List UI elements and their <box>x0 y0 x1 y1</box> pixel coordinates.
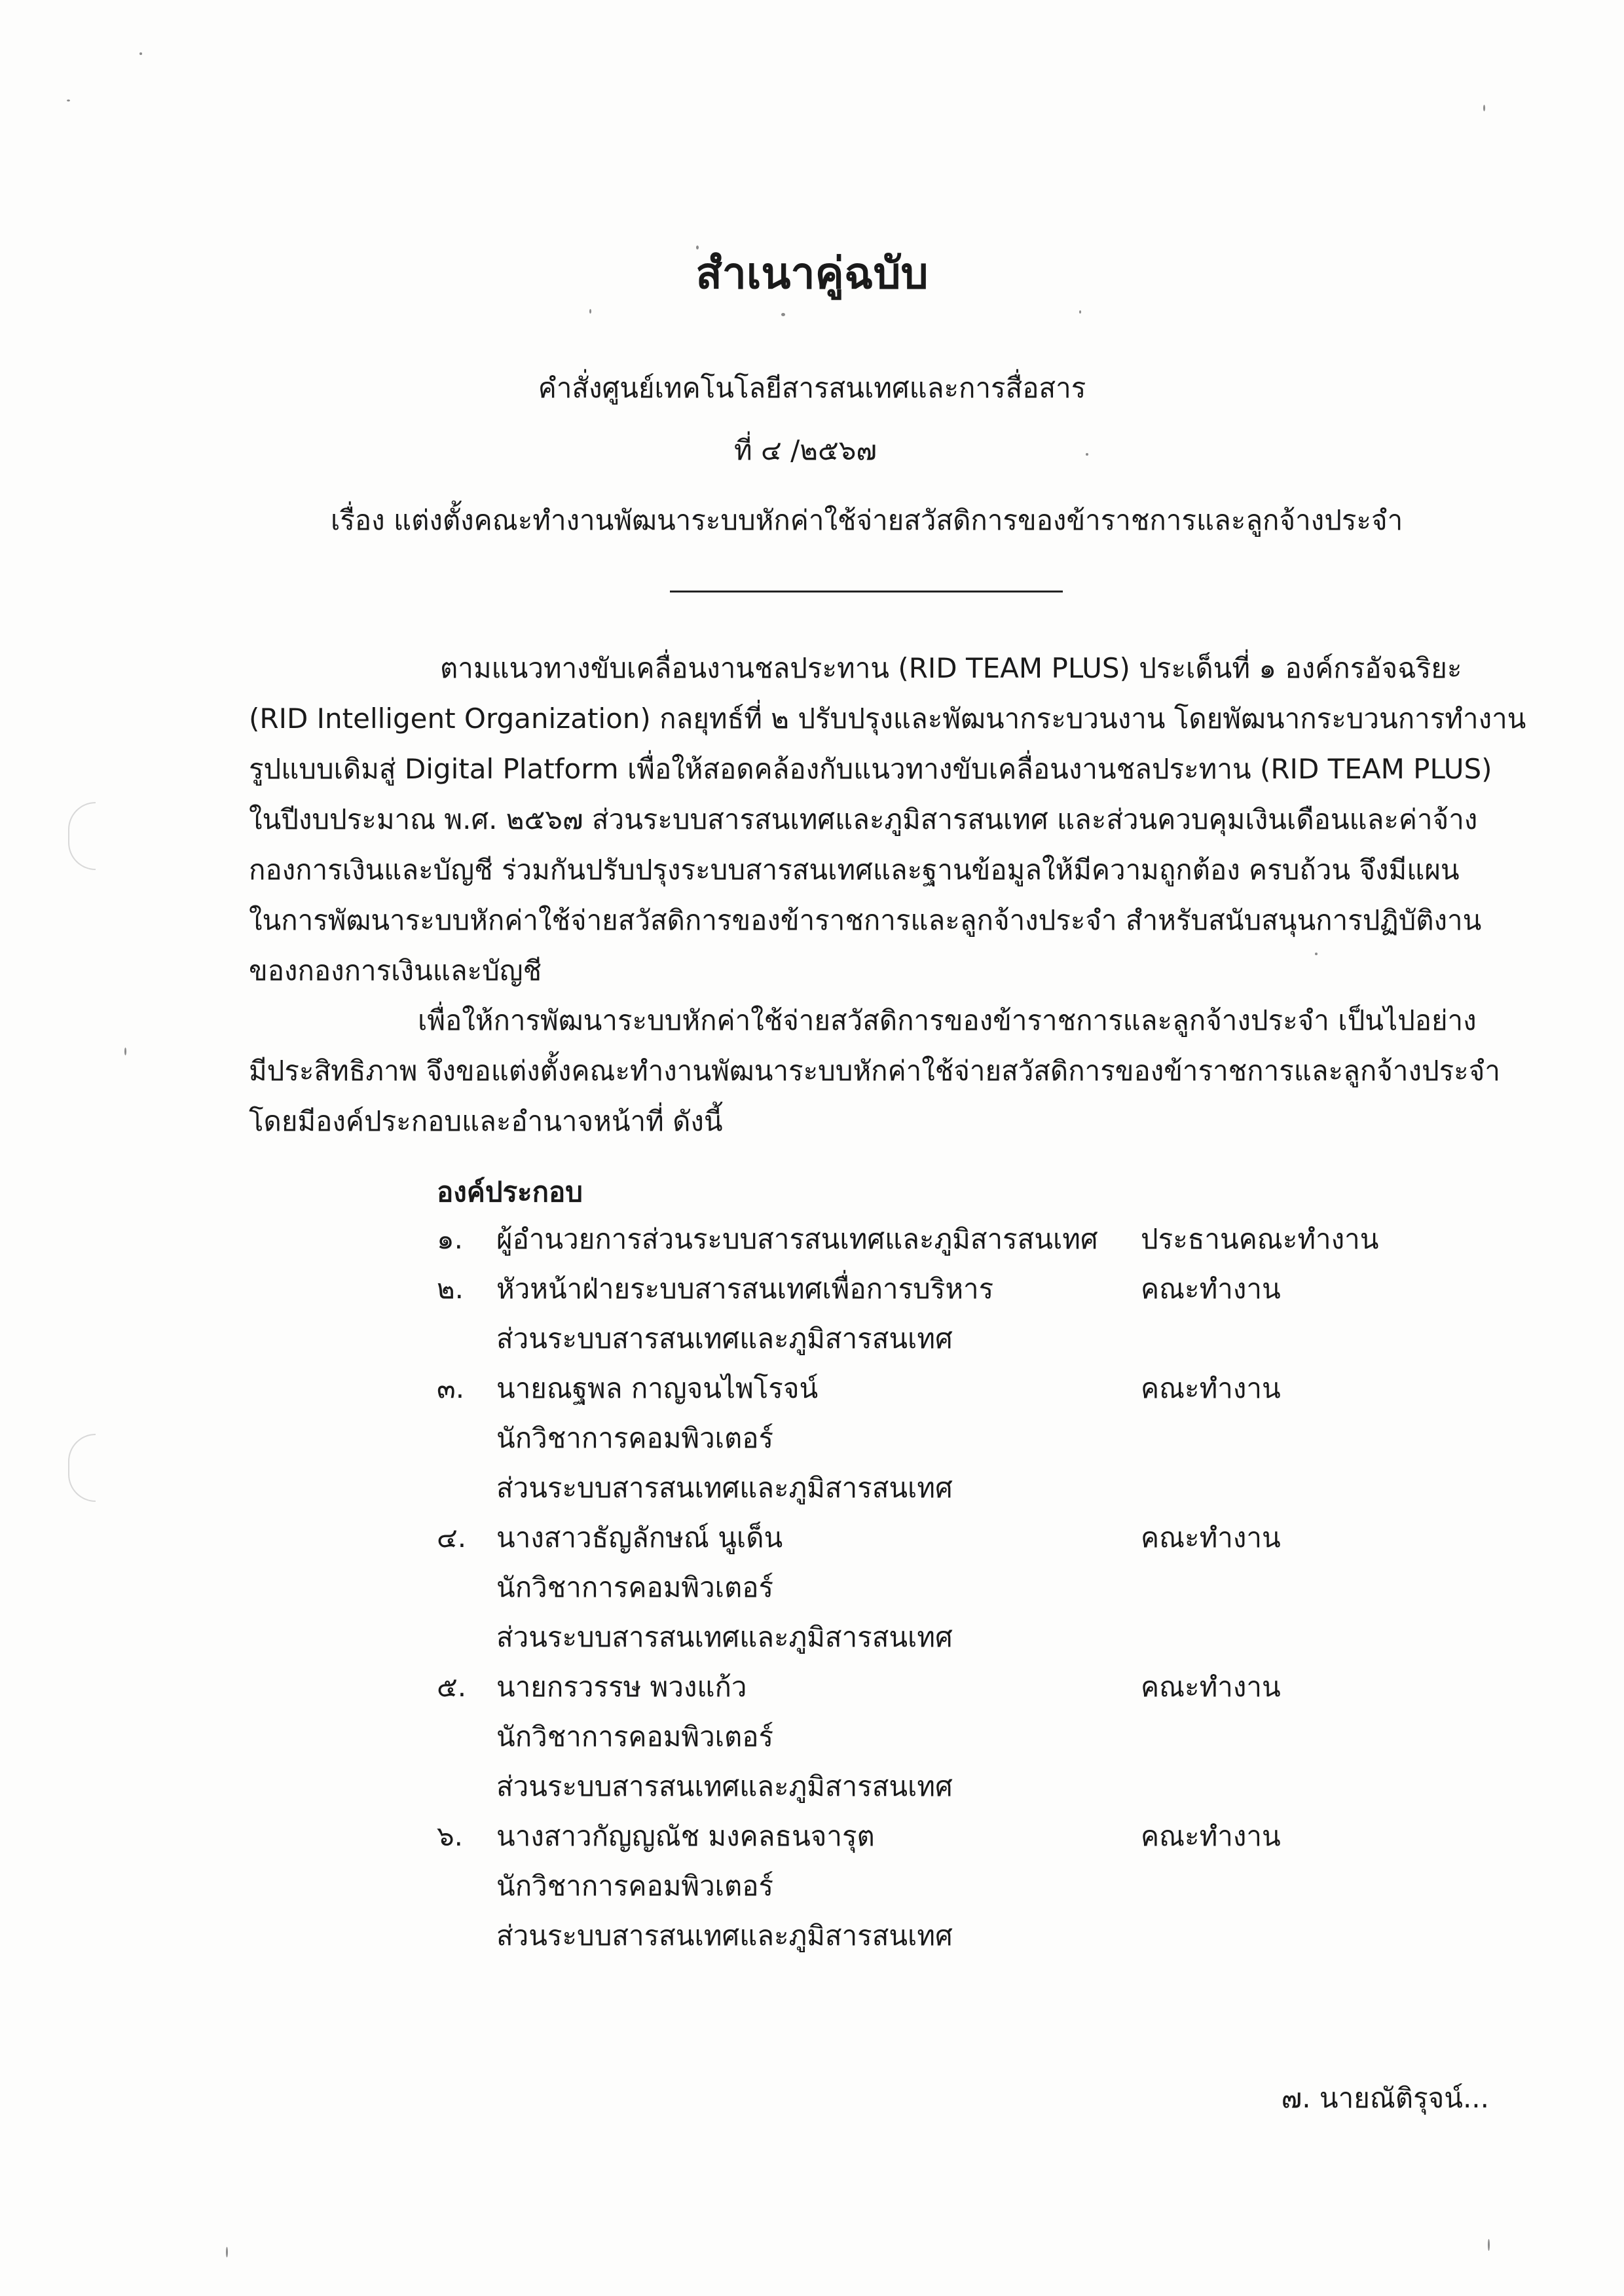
member-row <box>0 1516 1624 1566</box>
member-detail: ส่วนระบบสารสนเทศและภูมิสารสนเทศ <box>496 1920 953 1952</box>
member-detail: ส่วนระบบสารสนเทศและภูมิสารสนเทศ <box>496 1770 953 1802</box>
paragraph-line: ในปีงบประมาณ พ.ศ. ๒๕๖๗ ส่วนระบบสารสนเทศและภูมิสารสนเทศ และส่วนควบคุมเงินเดือนและค่าจ้าง <box>249 803 1478 835</box>
document-title: สำเนาคู่ฉบับ <box>695 248 929 299</box>
continuation-note: ๗. นายณัติรุจน์... <box>1281 2082 1489 2114</box>
member-number: ๑. <box>437 1223 464 1255</box>
member-row <box>0 1566 1624 1616</box>
member-role: คณะทำงาน <box>1141 1372 1281 1404</box>
scan-speck <box>139 52 142 55</box>
scan-speck <box>67 100 70 101</box>
punch-hole-shadow <box>68 802 96 870</box>
member-row <box>0 1765 1624 1815</box>
paragraph-line: มีประสิทธิภาพ จึงขอแต่งตั้งคณะทำงานพัฒนาระบบหักค่าใช้จ่ายสวัสดิการของข้าราชการและลูกจ้างประจำ <box>249 1055 1500 1087</box>
member-detail: นางสาวกัญญณัช มงคลธนจารุต <box>496 1820 875 1852</box>
composition-heading: องค์ประกอบ <box>437 1176 583 1208</box>
member-row <box>0 1914 1624 1964</box>
member-role: คณะทำงาน <box>1141 1273 1281 1305</box>
member-row <box>0 1616 1624 1666</box>
scan-speck <box>781 313 785 316</box>
member-detail: นายกรวรรษ พวงแก้ว <box>496 1671 747 1703</box>
member-row <box>0 1317 1624 1367</box>
member-row <box>0 1715 1624 1765</box>
member-role: ประธานคณะทำงาน <box>1141 1223 1379 1255</box>
member-row <box>0 1218 1624 1267</box>
divider-line <box>670 591 1063 592</box>
member-row <box>0 1467 1624 1516</box>
paragraph-line: (RID Intelligent Organization) กลยุทธ์ที่ ๒ ปรับปรุงและพัฒนากระบวนงาน โดยพัฒนากระบวนการทำงาน <box>249 702 1526 735</box>
member-row <box>0 1267 1624 1317</box>
member-row <box>0 1865 1624 1914</box>
member-detail: ผู้อำนวยการส่วนระบบสารสนเทศและภูมิสารสนเทศ <box>496 1223 1098 1255</box>
member-detail: ส่วนระบบสารสนเทศและภูมิสารสนเทศ <box>496 1322 953 1355</box>
member-number: ๖. <box>437 1820 464 1852</box>
member-detail: นางสาวธัญลักษณ์ นูเด็น <box>496 1522 783 1554</box>
paragraph-2 <box>249 995 1500 1146</box>
member-role: คณะทำงาน <box>1141 1522 1281 1554</box>
issuer-line: คำสั่งศูนย์เทคโนโลยีสารสนเทศและการสื่อสาร <box>538 372 1086 404</box>
order-number: ที่ ๔ /๒๕๖๗ <box>733 434 877 466</box>
paragraph-line: ตามแนวทางขับเคลื่อนงานชลประทาน (RID TEAM PLUS) ประเด็นที่ ๑ องค์กรอัจฉริยะ <box>440 652 1462 684</box>
member-row <box>0 1367 1624 1417</box>
paragraph-1 <box>249 643 1526 996</box>
member-number: ๒. <box>437 1273 464 1305</box>
paragraph-line: ในการพัฒนาระบบหักค่าใช้จ่ายสวัสดิการของข้าราชการและลูกจ้างประจำ สำหรับสนับสนุนการปฏิบัติงาน <box>249 904 1482 936</box>
member-detail: หัวหน้าฝ่ายระบบสารสนเทศเพื่อการบริหาร <box>496 1273 994 1305</box>
member-row <box>0 1666 1624 1715</box>
scan-speck <box>1079 310 1081 314</box>
member-detail: ส่วนระบบสารสนเทศและภูมิสารสนเทศ <box>496 1621 953 1653</box>
member-role: คณะทำงาน <box>1141 1671 1281 1703</box>
scan-speck <box>589 309 591 314</box>
member-list <box>0 1218 1624 1964</box>
member-role: คณะทำงาน <box>1141 1820 1281 1852</box>
paragraph-line: เพื่อให้การพัฒนาระบบหักค่าใช้จ่ายสวัสดิการของข้าราชการและลูกจ้างประจำ เป็นไปอย่าง <box>418 1004 1477 1036</box>
scan-speck <box>124 1048 126 1055</box>
member-detail: นักวิชาการคอมพิวเตอร์ <box>496 1422 774 1454</box>
paragraph-line: ของกองการเงินและบัญชี <box>249 955 542 987</box>
paragraph-line: โดยมีองค์ประกอบและอำนาจหน้าที่ ดังนี้ <box>249 1105 723 1137</box>
scan-speck <box>1488 2239 1490 2251</box>
member-detail: ส่วนระบบสารสนเทศและภูมิสารสนเทศ <box>496 1472 953 1504</box>
paragraph-line: กองการเงินและบัญชี ร่วมกันปรับปรุงระบบสารสนเทศและฐานข้อมูลให้มีความถูกต้อง ครบถ้วน จึงมีแผน <box>249 854 1460 886</box>
member-number: ๔. <box>437 1522 467 1554</box>
subject-line: เรื่อง แต่งตั้งคณะทำงานพัฒนาระบบหักค่าใช้จ่ายสวัสดิการของข้าราชการและลูกจ้างประจำ <box>331 504 1403 536</box>
member-number: ๓. <box>437 1372 465 1404</box>
member-detail: นักวิชาการคอมพิวเตอร์ <box>496 1870 774 1902</box>
member-detail: นักวิชาการคอมพิวเตอร์ <box>496 1721 774 1753</box>
paragraph-line: รูปแบบเดิมสู่ Digital Platform เพื่อให้สอดคล้องกับแนวทางขับเคลื่อนงานชลประทาน (RID TEAM PLUS) <box>249 753 1492 785</box>
member-detail: นายณฐพล กาญจนไพโรจน์ <box>496 1372 819 1404</box>
member-detail: นักวิชาการคอมพิวเตอร์ <box>496 1571 774 1603</box>
member-row <box>0 1417 1624 1467</box>
member-number: ๕. <box>437 1671 467 1703</box>
scan-speck <box>1483 105 1485 111</box>
scan-speck <box>226 2247 228 2257</box>
member-row <box>0 1815 1624 1865</box>
